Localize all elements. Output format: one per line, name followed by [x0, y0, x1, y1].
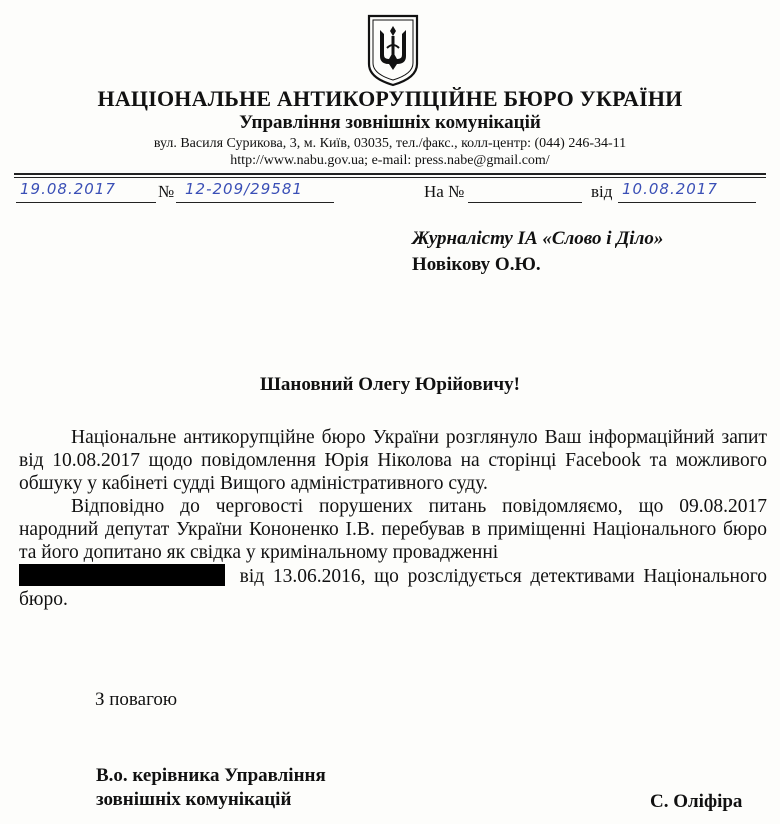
body-paragraph-2: [19, 495, 767, 611]
redacted-case-number: [19, 564, 225, 586]
incoming-date-field: [622, 180, 718, 199]
signer-position-line-1: В.о. керівника Управління: [96, 765, 326, 786]
letterhead-divider: [14, 173, 766, 175]
outgoing-number-field: [185, 180, 303, 199]
outgoing-date-line: [16, 202, 156, 203]
body-paragraph-2-start: Відповідно до черговості порушених питань повідомляємо, що 09.08.2017 народний депутат України Кононенко І.В. перебував в приміщенні Національного бюро та його допитано як свідка у кримінальному провадженні: [19, 496, 767, 563]
contact-line: http://www.nabu.gov.ua; e-mail: press.nabe@gmail.com/: [230, 153, 550, 168]
signer-name: С. Оліфіра: [650, 791, 743, 812]
recipient-line-2: Новікову О.Ю.: [412, 254, 541, 275]
body-paragraph-1: Національне антикорупційне бюро України розглянуло Ваш інформаційний запит від 10.08.2017 щодо повідомлення Юрія Ніколова на сторінці Facebook та можливого обшуку у кабінеті судді Вищого адміністративного суду.: [19, 427, 767, 494]
letter-body: [19, 426, 767, 611]
recipient-line-1: Журналісту ІА «Слово і Діло»: [412, 228, 664, 249]
outgoing-number: 12-209/29581: [185, 180, 303, 198]
signer-position-line-2: зовнішніх комунікацій: [96, 789, 292, 810]
incoming-number-label: На №: [424, 182, 465, 201]
number-label: №: [158, 182, 175, 201]
department-name: Управління зовнішніх комунікацій: [239, 112, 541, 133]
closing: З повагою: [95, 689, 178, 710]
incoming-date-line: [618, 202, 756, 203]
coat-of-arms-icon: [365, 12, 421, 88]
incoming-number-line: [468, 202, 582, 203]
salutation: Шановний Олегу Юрійовичу!: [260, 374, 520, 395]
incoming-date: 10.08.2017: [622, 180, 718, 198]
letterhead-divider-thin: [14, 177, 766, 178]
organization-title: НАЦІОНАЛЬНЕ АНТИКОРУПЦІЙНЕ БЮРО УКРАЇНИ: [97, 86, 683, 111]
body-paragraph-2-end: від 13.06.2016, що розслідується детективами Національного бюро.: [19, 566, 767, 610]
outgoing-date-field: [20, 180, 158, 199]
outgoing-number-line: [176, 202, 334, 203]
address-line: вул. Василя Сурикова, 3, м. Київ, 03035, тел./факс., колл-центр: (044) 246-34-11: [153, 136, 627, 151]
from-label: від: [591, 182, 613, 201]
outgoing-date: 19.08.2017: [20, 180, 116, 198]
